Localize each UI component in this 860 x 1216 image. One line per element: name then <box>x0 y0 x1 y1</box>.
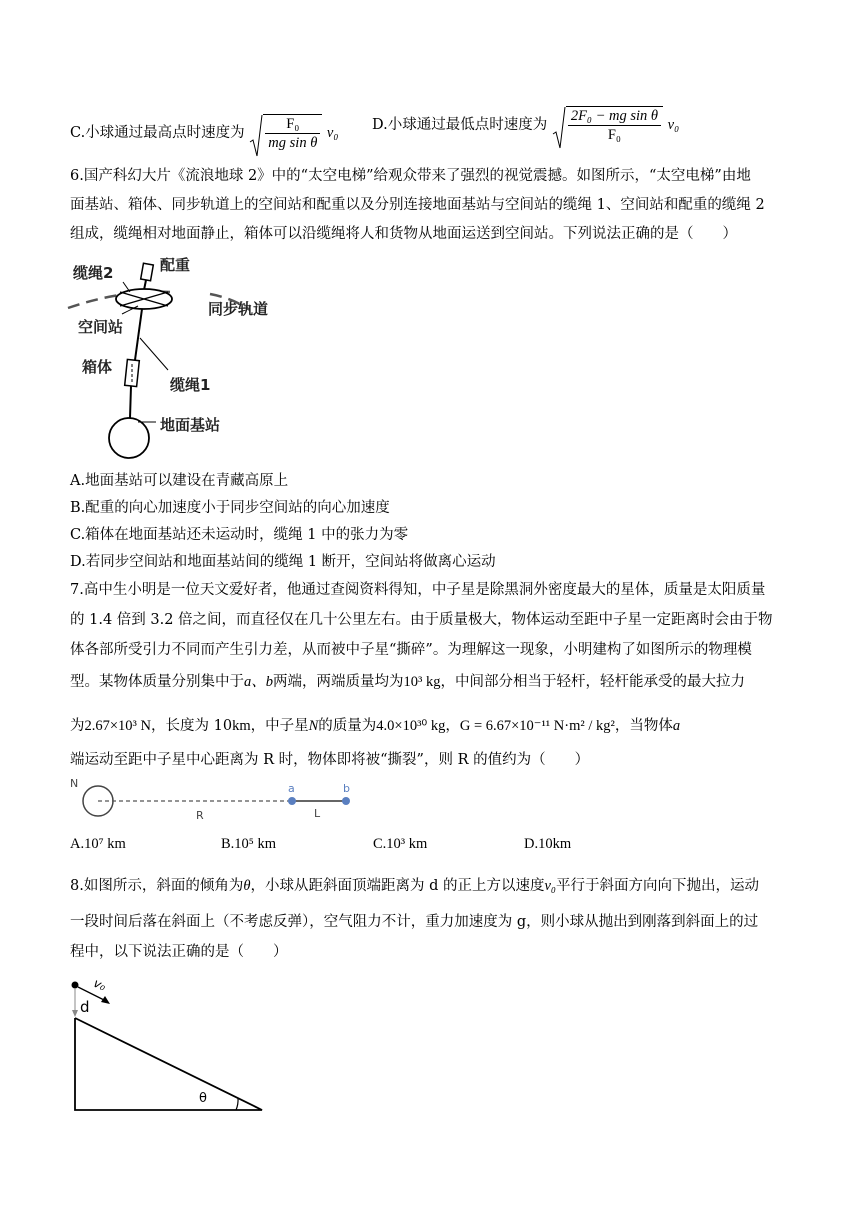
q6-stem-line-2: 面基站、箱体、同步轨道上的空间站和配重以及分别连接地面基站与空间站的缆绳 1、空间站和配重的缆绳 2 <box>70 197 765 213</box>
q6-option-a[interactable]: A.地面基站可以建设在青藏高原上 <box>70 473 289 489</box>
q5-option-c[interactable] <box>70 114 338 152</box>
mass-a-dot <box>288 797 296 805</box>
counterweight-box <box>141 263 154 280</box>
neutron-star-figure <box>62 775 362 823</box>
label-R: R <box>196 809 204 822</box>
q7-option-a[interactable]: A.10⁷ km <box>70 836 126 852</box>
q5-option-d-denominator: F₀ <box>607 127 621 143</box>
q5-option-d-radical <box>552 106 663 144</box>
elevator-box <box>125 359 140 386</box>
label-cable-1: 缆绳1 <box>170 376 211 394</box>
label-orbit: 同步轨道 <box>208 300 269 318</box>
ball <box>72 982 79 989</box>
label-a: a <box>288 782 295 795</box>
q7-stem-line-2: 的 1.4 倍到 3.2 倍之间，而直径仅在几十公里左右。由于质量极大，物体运动至距中子星一定距离时会由于物 <box>70 612 773 628</box>
q7-option-c[interactable]: C.10³ km <box>373 836 428 852</box>
q6-stem-line-3: 组成，缆绳相对地面静止，箱体可以沿缆绳将人和货物从地面运送到空间站。下列说法正确的是（ ） <box>70 226 737 242</box>
q8-stem-line-1: 8.如图所示，斜面的倾角为θ，小球从距斜面顶端距离为 d 的正上方以速度v₀平行于斜面方向向下抛出，运动 <box>70 878 759 894</box>
q7-stem-line-1: 7.高中生小明是一位天文爱好者，他通过查阅资料得知，中子星是除黑洞外密度最大的星体，质量是太阳质量 <box>70 582 766 598</box>
mass-b-dot <box>342 797 350 805</box>
label-theta: θ <box>199 1091 207 1106</box>
q5-option-d-label: D.小球通过最低点时速度为 <box>372 117 548 133</box>
q8-stem-line-3: 程中，以下说法正确的是（ ） <box>70 944 288 960</box>
label-cable-2: 缆绳2 <box>73 264 114 282</box>
q5-option-c-label: C.小球通过最高点时速度为 <box>70 125 245 141</box>
q5-option-c-v0: v₀ <box>326 125 339 141</box>
q7-option-d[interactable]: D.10km <box>524 836 572 852</box>
label-v0: v₀ <box>91 975 109 994</box>
label-ground-base: 地面基站 <box>160 416 221 434</box>
q5-option-d-numerator: 2F₀ − mg sin θ <box>568 107 661 126</box>
q5-option-d[interactable] <box>372 106 679 144</box>
label-station: 空间站 <box>78 318 124 336</box>
space-elevator-figure <box>60 252 300 462</box>
label-b: b <box>343 782 350 795</box>
q7-stem-line-4: 型。某物体质量分别集中于a、b两端，两端质量均为10³ kg，中间部分相当于轻杆，轻杆能承受的最大拉力 <box>70 674 745 690</box>
label-counterweight: 配重 <box>160 256 191 274</box>
q7-option-b[interactable]: B.10⁵ km <box>221 836 277 852</box>
ground-base-circle <box>109 418 149 458</box>
q5-option-c-numerator: F₀ <box>265 115 320 134</box>
q6-option-d[interactable]: D.若同步空间站和地面基站间的缆绳 1 断开，空间站将做离心运动 <box>70 554 496 570</box>
q5-option-c-denominator: mg sin θ <box>268 135 318 151</box>
label-N: N <box>70 777 79 790</box>
q7-stem-line-6: 端运动至距中子星中心距离为 R 时，物体即将被“撕裂”，则 R 的值约为（ ） <box>70 752 590 768</box>
label-d: d <box>80 998 90 1016</box>
q6-stem-line-1: 6.国产科幻大片《流浪地球 2》中的“太空电梯”给观众带来了强烈的视觉震撼。如图所示，“太空电梯”由地 <box>70 168 751 184</box>
label-L: L <box>314 807 321 820</box>
q7-stem-line-3: 体各部所受引力不同而产生引力差，从而被中子星“撕碎”。为理解这一现象，小明建构了如图所示的物理模 <box>70 642 752 658</box>
label-box: 箱体 <box>82 358 113 376</box>
q7-stem-line-5: 为2.67×10³ N，长度为 10km，中子星N的质量为4.0×10³⁰ kg，G = 6.67×10⁻¹¹ N·m² / kg²，当物体a <box>70 718 681 734</box>
q5-option-c-radical <box>249 114 322 152</box>
q6-option-c[interactable]: C.箱体在地面基站还未运动时，缆绳 1 中的张力为零 <box>70 527 409 543</box>
incline-figure <box>64 968 274 1118</box>
q5-option-d-v0: v₀ <box>667 117 680 133</box>
q6-option-b[interactable]: B.配重的向心加速度小于同步空间站的向心加速度 <box>70 500 390 516</box>
q8-stem-line-2: 一段时间后落在斜面上（不考虑反弹），空气阻力不计，重力加速度为 g，则小球从抛出到刚落到斜面上的过 <box>70 914 759 930</box>
